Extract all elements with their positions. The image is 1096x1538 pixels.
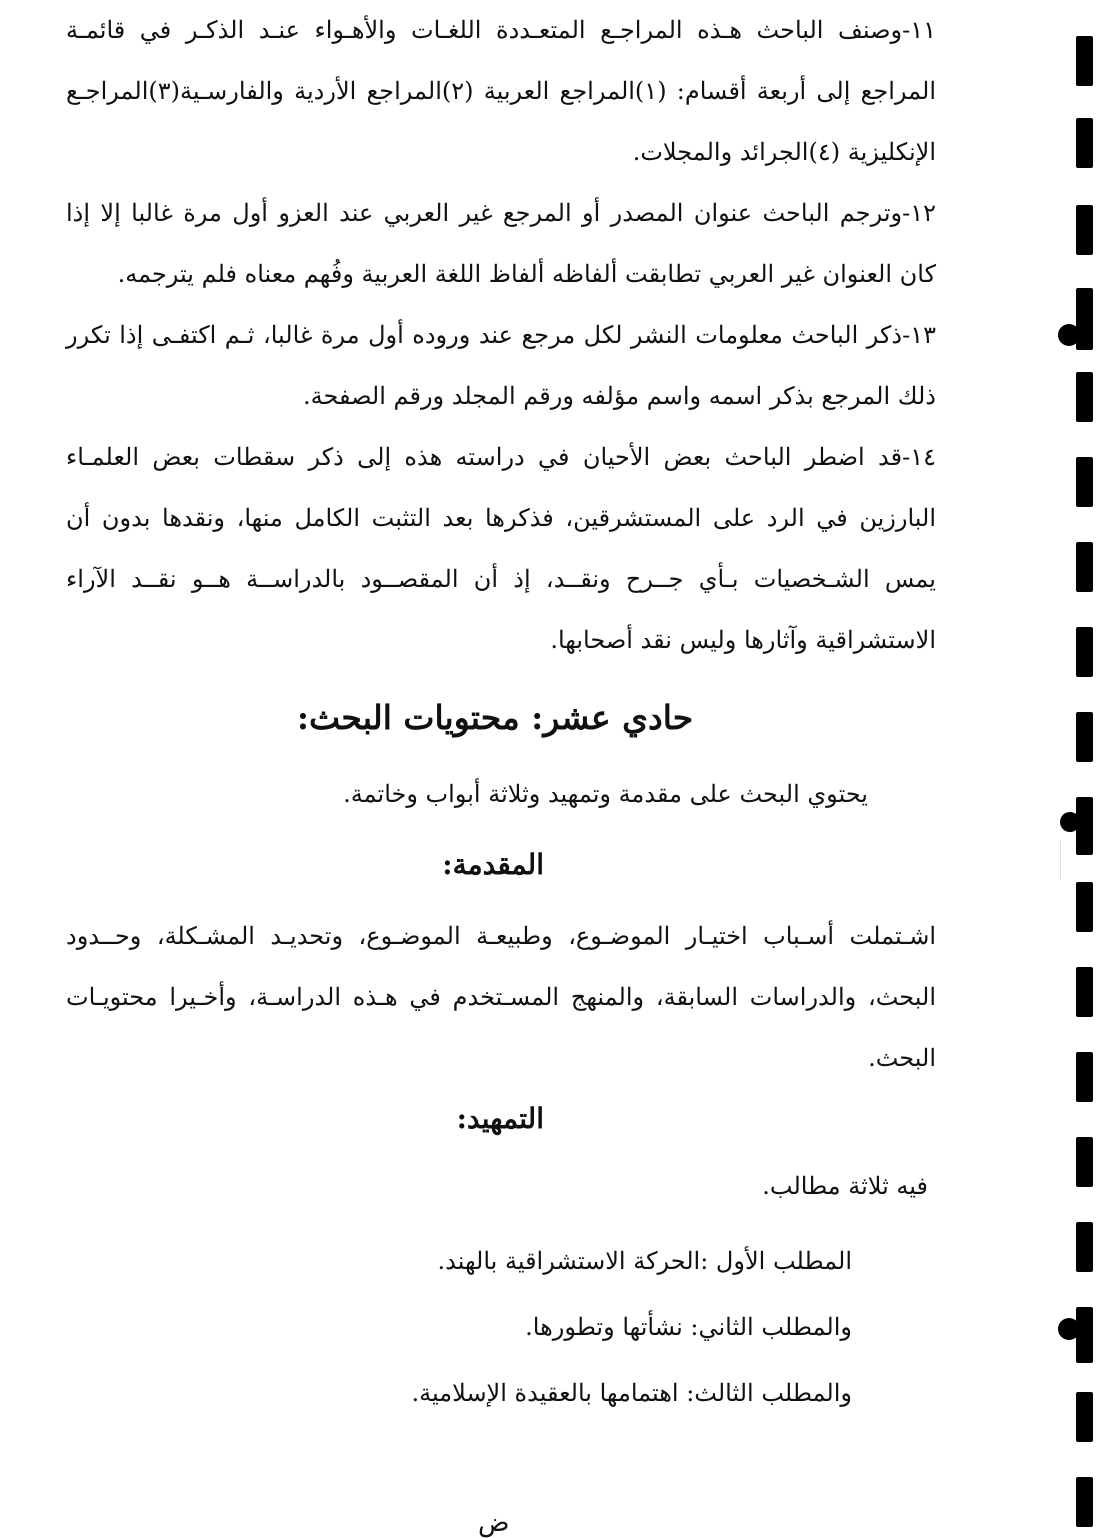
list-item: والمطلب الثالث: اهتمامها بالعقيدة الإسلامية. (411, 1379, 852, 1407)
binding-dot (1058, 324, 1080, 346)
tamhid-intro: فيه ثلاثة مطالب. (762, 1172, 928, 1200)
fold-line (1060, 840, 1071, 880)
muqaddima-heading: المقدمة: (442, 848, 544, 881)
binding-mark (1076, 288, 1093, 350)
binding-mark (1076, 882, 1093, 932)
binding-mark (1076, 205, 1093, 255)
binding-mark (1076, 36, 1093, 86)
binding-mark (1076, 372, 1093, 422)
binding-mark (1076, 712, 1093, 762)
list-paragraph-11: ١١-وصنف الباحث هـذه المراجـع المتعـددة اللغـات والأهـواء عنـد الذكـر في قائمـة المراجع إلى أربعة أقسام: (١)المراجع العربية (٢)المراجع الأردية والفارسـية(٣)المراجـع الإنكليزية (٤)الجرائد والمجلات. (66, 16, 936, 166)
list-item: والمطلب الثاني: نشأتها وتطورها. (525, 1313, 852, 1341)
tamhid-heading: التمهيد: (456, 1102, 544, 1135)
list-paragraph-12: ١٢-وترجم الباحث عنوان المصدر أو المرجع غير العربي عند العزو أول مرة غالبا إلا إذا كان العنوان غير العربي تطابقت ألفاظه ألفاظ اللغة العربية وفُهم معناه فلم يترجمه. (66, 199, 936, 288)
binding-mark (1076, 542, 1093, 592)
tamhid-items (412, 1228, 852, 1426)
muqaddima-text: اشـتملت أسـباب اختيـار الموضـوع، وطبيعـة الموضـوع، وتحديـد المشـكلة، وحــدود البحث، والدراسات السابقة، والمنهج المسـتخدم في هـذه الدراسـة، وأخـيرا محتويـات البحث. (66, 922, 936, 1072)
binding-mark (1076, 1392, 1093, 1442)
binding-mark (1076, 1137, 1093, 1187)
list-item: المطلب الأول :الحركة الاستشراقية بالهند. (437, 1247, 852, 1275)
binding-mark (1076, 1477, 1093, 1527)
binding-dot (1058, 1318, 1080, 1340)
list-paragraph-13: ١٣-ذكر الباحث معلومات النشر لكل مرجع عند وروده أول مرة غالبا، ثـم اكتفـى إذا تكرر ذلك المرجع بذكر اسمه واسم مؤلفه ورقم المجلد ورقم الصفحة. (66, 321, 936, 410)
binding-mark (1076, 1052, 1093, 1102)
binding-dot (1060, 812, 1080, 832)
page-number: ض (478, 1508, 510, 1538)
binding-mark (1076, 457, 1093, 507)
muqaddima-section (66, 906, 936, 1089)
binding-mark (1076, 1307, 1093, 1363)
list-paragraph-14: ١٤-قد اضطر الباحث بعض الأحيان في دراسته هذه إلى ذكر سقطات بعض العلمـاء البارزين في الرد على المستشرقين، فذكرها بعد التثبت الكامل منها، ونقدها بدون أن يمس الشـخصيات بـأي جــرح ونقــد، إذ أن المقصــود بالدراســة هــو نقــد الآراء الاستشراقية وآثارها وليس نقد أصحابها. (66, 443, 936, 654)
section-intro: يحتوي البحث على مقدمة وتمهيد وثلاثة أبواب وخاتمة. (343, 780, 868, 808)
binding-mark (1076, 627, 1093, 677)
section-heading: حادي عشر: محتويات البحث: (296, 698, 694, 737)
binding-mark (1076, 118, 1093, 168)
binding-mark (1076, 1222, 1093, 1272)
methodology-list (66, 0, 936, 671)
binding-mark (1076, 967, 1093, 1017)
